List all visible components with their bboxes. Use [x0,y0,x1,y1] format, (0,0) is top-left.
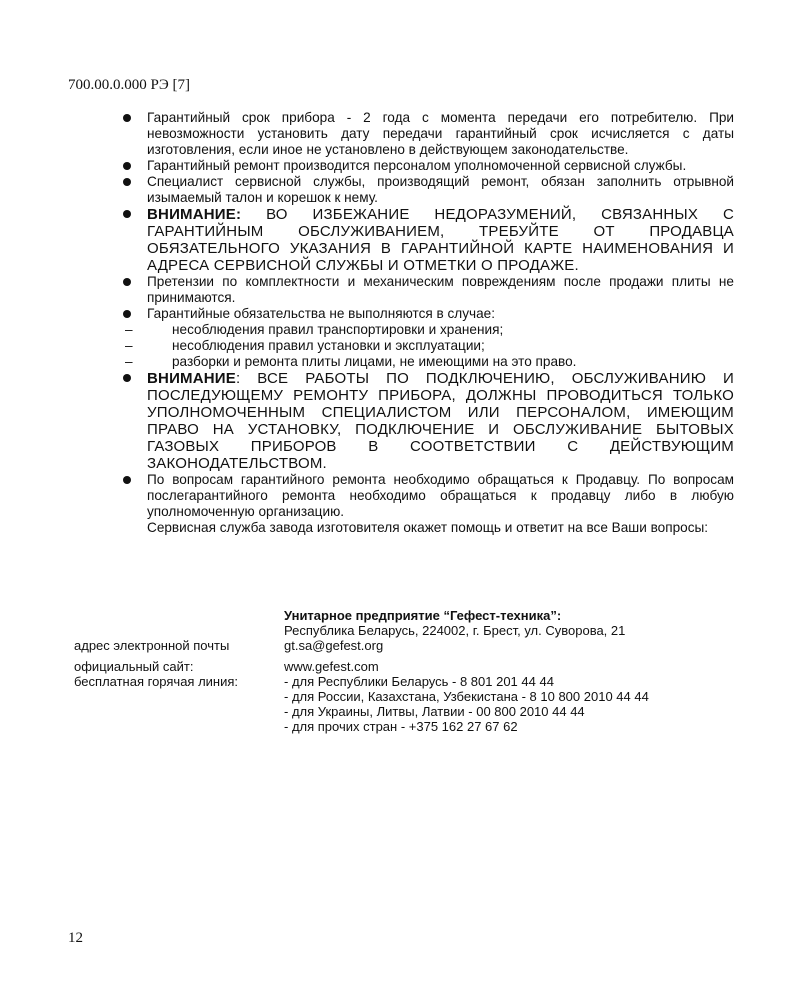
hotline-item: - для прочих стран - +375 162 27 67 62 [284,719,518,734]
email-label: адрес электронной почты [74,638,230,653]
attention-text: : ВСЕ РАБОТЫ ПО ПОДКЛЮЧЕНИЮ, ОБСЛУЖИВАНИЮ И ПОСЛЕДУЮЩЕМУ РЕМОНТУ ПРИБОРА, ДОЛЖНЫ ПРОВОДИТЬСЯ ТОЛЬКО УПОЛНОМОЧЕННЫМ СПЕЦИАЛИСТОМ ИЛИ ПЕРСОНАЛОМ, ИМЕЮЩИМ ПРАВО НА УСТАНОВКУ, ПОДКЛЮЧЕНИЕ И ОБСЛУЖИВАНИЕ БЫТОВЫХ ГАЗОВЫХ ПРИБОРОВ В СООТВЕТСТВИИ С ДЕЙСТВУЮЩИМ ЗАКОНОДАТЕЛЬСТВОМ. [147,370,734,472]
hotline-item: - для Украины, Литвы, Латвии - 00 800 2010 44 44 [284,704,585,719]
company-row [74,608,754,638]
warranty-item-claims: Претензии по комплектности и механическим повреждениям после продажи плиты не принимаются. [122,274,734,306]
hotline-row [74,674,754,734]
warranty-item-attention-works [122,370,734,472]
page-number: 12 [68,930,83,946]
attention-label: ВНИМАНИЕ: [147,206,242,223]
site-row [74,659,754,674]
email-row [74,638,754,653]
service-note: Сервисная служба завода изготовителя окажет помощь и ответит на все Ваши вопросы: [147,520,709,535]
attention-label: ВНИМАНИЕ [147,370,236,387]
hotline-label: бесплатная горячая линия: [74,674,239,689]
warranty-item-coupon: Специалист сервисной службы, производящий ремонт, обязан заполнить отрывной изымаемый талон и корешок к нему. [122,174,734,206]
company-address: Республика Беларусь, 224002, г. Брест, ул. Суворова, 21 [284,623,626,638]
exclusion-item: – несоблюдения правил установки и эксплуатации; [122,338,734,354]
site-link[interactable]: www.gefest.com [284,659,379,674]
warranty-conditions [122,110,734,536]
exclusion-item: – несоблюдения правил транспортировки и хранения; [122,322,734,338]
document-code: 700.00.0.000 РЭ [7] [68,77,190,93]
hotline-item: - для России, Казахстана, Узбекистана - 8 10 800 2010 44 44 [284,689,649,704]
warranty-item-repair-staff: Гарантийный ремонт производится персоналом уполномоченной сервисной службы. [122,158,734,174]
site-label: официальный сайт: [74,659,194,674]
warranty-item-exclusions: Гарантийные обязательства не выполняются в случае: [122,306,734,322]
email-link[interactable]: gt.sa@gefest.org [284,638,384,653]
warranty-item-contact-info: По вопросам гарантийного ремонта необходимо обращаться к Продавцу. По вопросам послегарантийного ремонта необходимо обращаться к продавцу либо в любую уполномоченную организацию. [122,472,734,520]
company-name: Унитарное предприятие “Гефест-техника”: [284,608,562,623]
attention-text: ВО ИЗБЕЖАНИЕ НЕДОРАЗУМЕНИЙ, СВЯЗАННЫХ С ГАРАНТИЙНЫМ ОБСЛУЖИВАНИЕМ, ТРЕБУЙТЕ ОТ ПРОДАВЦА ОБЯЗАТЕЛЬНОГО УКАЗАНИЯ В ГАРАНТИЙНОЙ КАРТЕ НАИМЕНОВАНИЯ И АДРЕСА СЕРВИСНОЙ СЛУЖБЫ И ОТМЕТКИ О ПРОДАЖЕ. [147,206,734,274]
warranty-item-attention-seller [122,206,734,274]
contacts-block [74,608,754,734]
warranty-item-period: Гарантийный срок прибора - 2 года с момента передачи его потребителю. При невозможности установить дату передачи гарантийный срок исчисляется с даты изготовления, если иное не установлено в действующем законодательстве. [122,110,734,158]
hotline-item: - для Республики Беларусь - 8 801 201 44 44 [284,674,554,689]
exclusion-item: – разборки и ремонта плиты лицами, не имеющими на это право. [122,354,734,370]
